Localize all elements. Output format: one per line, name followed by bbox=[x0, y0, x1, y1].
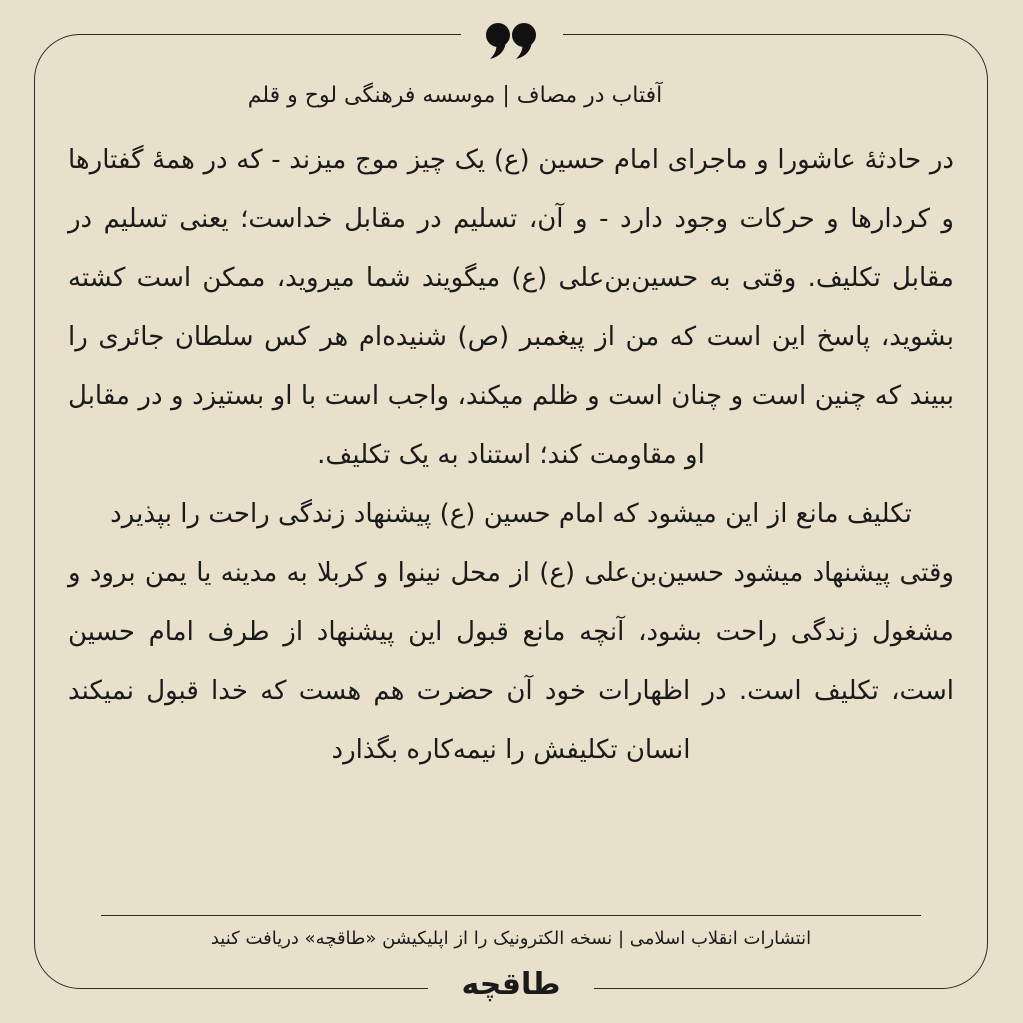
quote-paragraph: تکلیف مانع از این میشود که امام حسین (ع) پیشنهاد زندگی راحت را بپذیرد bbox=[110, 499, 912, 529]
quote-paragraph: وقتی پیشنهاد میشود حسین‌بن‌علی (ع) از محل نینوا و کربلا به مدینه یا یمن برود و مشغول زندگی راحت بشود، آنچه مانع قبول این پیشنهاد از طرف امام حسین است، تکلیف است. در اظهارات خود آن حضرت هم هست که خدا قبول نمیکند انسان تکلیفش را نیمه‌کاره بگذارد bbox=[68, 558, 954, 765]
taaghche-logo: طاقچه bbox=[461, 967, 561, 1002]
footer-divider bbox=[101, 915, 921, 916]
quote-body bbox=[68, 131, 954, 780]
footer-note: انتشارات انقلاب اسلامی | نسخه الکترونیک را از اپلیکیشن «طاقچه» دریافت کنید bbox=[210, 928, 812, 949]
quote-paragraph: در حادثهٔ عاشورا و ماجرای امام حسین (ع) یک چیز موج میزند - که در همهٔ گفتارها و کردارها و حرکات وجود دارد - و آن، تسلیم در مقابل خداست؛ یعنی تسلیم در مقابل تکلیف. وقتی به حسین‌بن‌علی (ع) میگویند شما میروید، ممکن است کشته بشوید، پاسخ این است که من از پیغمبر (ص) شنیده‌ام هر کس سلطان جائری را ببیند که چنین است و چنان است و ظلم میکند، واجب است با او بستیزد و در مقابل او مقاومت کند؛ استناد به یک تکلیف. bbox=[68, 145, 954, 470]
quote-icon bbox=[484, 21, 540, 61]
source-attribution: آفتاب در مصاف | موسسه فرهنگی لوح و قلم bbox=[247, 83, 663, 108]
